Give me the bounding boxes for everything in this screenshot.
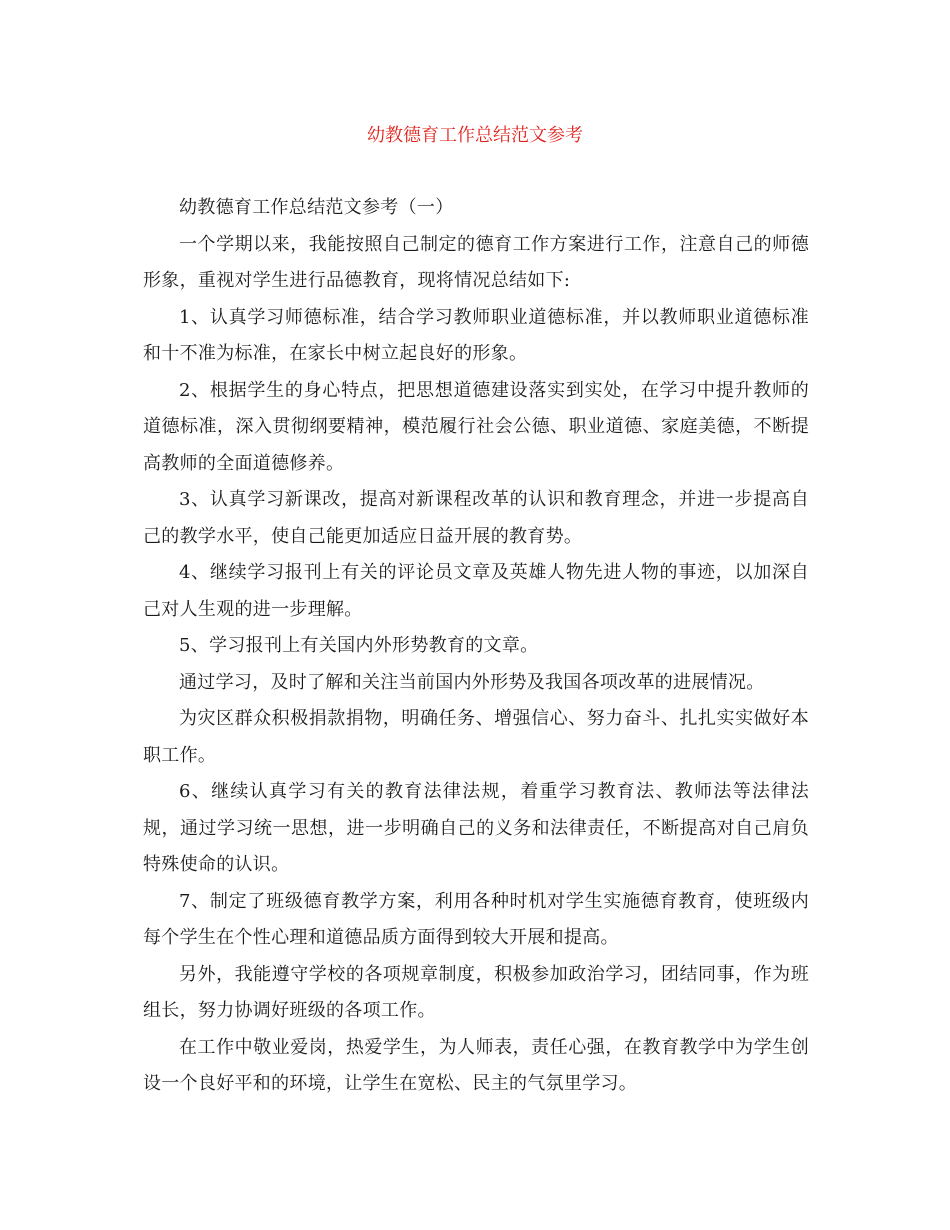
paragraph-subtitle: 幼教德育工作总结范文参考（一） <box>179 197 454 218</box>
paragraph-item-3: 3、认真学习新课改，提高对新课程改革的认识和教育理念，并进一步提高自己的教学水平，使自己能更加适应日益开展的教育势。 <box>143 489 809 547</box>
paragraph-item-7: 7、制定了班级德育教学方案，利用各种时机对学生实施德育教育，使班级内每个学生在个性心理和道德品质方面得到较大开展和提高。 <box>143 890 809 948</box>
paragraph-item-4: 4、继续学习报刊上有关的评论员文章及英雄人物先进人物的事迹，以加深自己对人生观的进一步理解。 <box>143 562 809 620</box>
paragraph-additional: 另外，我能遵守学校的各项规章制度，积极参加政治学习，团结同事，作为班组长，努力协调好班级的各项工作。 <box>143 963 809 1021</box>
document-title: 幼教德育工作总结范文参考 <box>367 125 583 146</box>
paragraph-study-note: 通过学习，及时了解和关注当前国内外形势及我国各项改革的进展情况。 <box>179 671 765 693</box>
paragraph-item-5: 5、学习报刊上有关国内外形势教育的文章。 <box>179 635 539 656</box>
paragraph-closing: 在工作中敬业爱岗，热爱学生，为人师表，责任心强，在教育教学中为学生创设一个良好平和的环境，让学生在宽松、民主的气氛里学习。 <box>143 1036 809 1094</box>
paragraph-intro: 一个学期以来，我能按照自己制定的德育工作方案进行工作，注意自己的师德形象，重视对学生进行品德教育，现将情况总结如下: <box>143 233 809 291</box>
paragraph-item-6: 6、继续认真学习有关的教育法律法规，着重学习教育法、教师法等法律法规，通过学习统一思想，进一步明确自己的义务和法律责任，不断提高对自己肩负特殊使命的认识。 <box>143 781 809 875</box>
document-body <box>143 190 809 1103</box>
paragraph-item-2: 2、根据学生的身心特点，把思想道德建设落实到实处，在学习中提升教师的道德标准，深入贯彻纲要精神，模范履行社会公德、职业道德、家庭美德，不断提高教师的全面道德修养。 <box>143 379 809 474</box>
paragraph-donation: 为灾区群众积极捐款捐物，明确任务、增强信心、努力奋斗、扎扎实实做好本职工作。 <box>143 708 809 766</box>
paragraph-item-1: 1、认真学习师德标准，结合学习教师职业道德标准，并以教师职业道德标准和十不准为标准，在家长中树立起良好的形象。 <box>143 306 809 364</box>
